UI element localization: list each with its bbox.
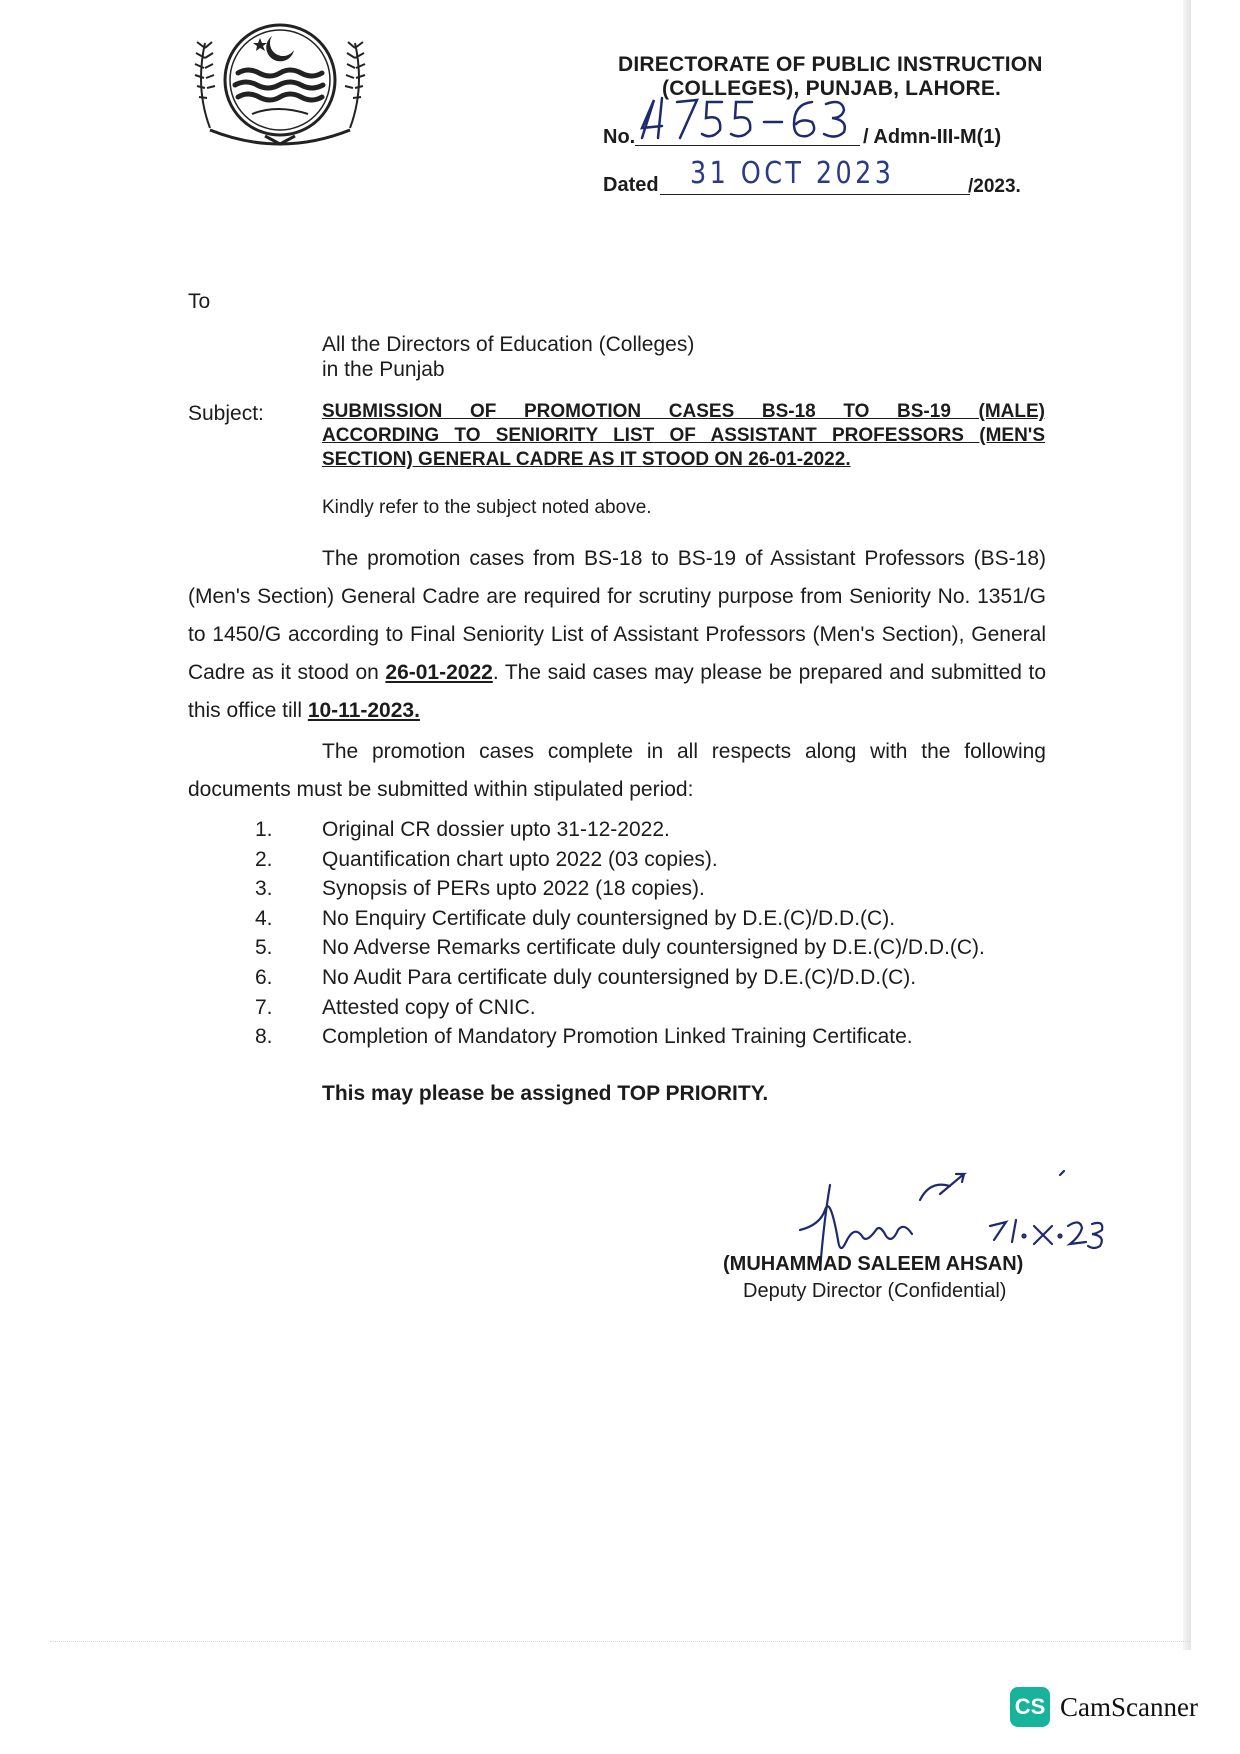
list-item-number: 3. [255, 877, 273, 901]
dated-label: Dated [603, 174, 659, 196]
list-item [255, 874, 1055, 904]
list-item-text: No Audit Para certificate duly countersigned by D.E.(C)/D.D.(C). [322, 965, 917, 989]
subject-line1: SUBMISSION OF PROMOTION CASES BS-18 TO BS-19 (MALE) [322, 401, 1045, 422]
to-label: To [188, 290, 211, 313]
list-item [255, 1022, 1055, 1052]
list-item [255, 815, 1055, 845]
list-item-text: Original CR dossier upto 31-12-2022. [322, 818, 670, 841]
camscanner-watermark [1010, 1685, 1198, 1729]
para2-text: The promotion cases complete in all respects along with the following documents must be submitted within stipulated period: [188, 740, 1046, 801]
subject-line3: SECTION) GENERAL CADRE AS IT STOOD ON 26-01-2022. [322, 449, 851, 470]
signatory-title: Deputy Director (Confidential) [743, 1280, 1007, 1302]
list-item-text: Synopsis of PERs upto 2022 (18 copies). [322, 877, 705, 901]
scan-edge-shadow [1183, 0, 1191, 1650]
subject-text [322, 400, 1045, 472]
priority-note: This may please be assigned TOP PRIORITY. [322, 1082, 769, 1105]
reference-number-handwritten [632, 88, 862, 148]
list-item-text: No Enquiry Certificate duly countersigned by D.E.(C)/D.D.(C). [322, 906, 896, 930]
paragraph-documents-intro [188, 733, 1046, 809]
list-item-text: No Adverse Remarks certificate duly countersigned by D.E.(C)/D.D.(C). [322, 936, 985, 960]
addressee-line1: All the Directors of Education (Colleges) [322, 333, 695, 356]
camscanner-brand-text: CamScanner [1060, 1691, 1198, 1722]
subject-line2: ACCORDING TO SENIORITY LIST OF ASSISTANT PROFESSORS (MEN'S [322, 425, 1045, 446]
para1-text-b: . The said cases may please be prepared and submitted to this office till [188, 661, 1046, 722]
subject-label: Subject: [188, 402, 264, 425]
punjab-government-emblem-icon [180, 18, 380, 153]
required-documents-list [255, 815, 1055, 1052]
list-item-text: Quantification chart upto 2022 (03 copies). [322, 847, 718, 871]
list-item-number: 8. [255, 1025, 273, 1049]
reference-number-label: No. [603, 126, 636, 148]
list-item [255, 963, 1055, 993]
paragraph-promotion-cases [188, 540, 1046, 730]
signatory-name: (MUHAMMAD SALEEM AHSAN) [723, 1253, 1024, 1275]
list-item [255, 845, 1055, 875]
list-item [255, 904, 1055, 934]
list-item-text: Attested copy of CNIC. [322, 995, 536, 1019]
office-name-line2: (COLLEGES), PUNJAB, LAHORE. [662, 77, 1002, 100]
deadline-date: 10-11-2023. [307, 699, 420, 722]
addressee-line2: in the Punjab [322, 358, 445, 381]
list-item [255, 993, 1055, 1023]
office-name-line1: DIRECTORATE OF PUBLIC INSTRUCTION [618, 53, 1043, 76]
list-item-number: 1. [255, 818, 273, 841]
list-item-number: 5. [255, 936, 273, 960]
camscanner-logo-icon: CS [1010, 1687, 1050, 1727]
list-item [255, 933, 1055, 963]
list-item-number: 6. [255, 965, 273, 989]
list-item-number: 7. [255, 995, 273, 1019]
list-item-number: 4. [255, 906, 273, 930]
para1-text-a: The promotion cases from BS-18 to BS-19 of Assistant Professors (BS-18) (Men's Section) General Cadre are required for scrutiny purpose from Seniority No. 1351/G to 1450/G according to Final Seniority List of Assistant Professors (Men's Section), General Cadre as it stood on [188, 547, 1046, 684]
reference-sentence: Kindly refer to the subject noted above. [322, 497, 652, 518]
dated-rule [660, 194, 970, 195]
list-item-number: 2. [255, 847, 273, 871]
list-item-text: Completion of Mandatory Promotion Linked Training Certificate. [322, 1025, 913, 1049]
reference-number-suffix: / Admn-III-M(1) [863, 126, 1002, 148]
date-stamp: 31 OCT 2023 [690, 156, 895, 191]
seniority-date: 26-01-2022 [385, 661, 493, 684]
scan-page-edge [50, 1640, 1190, 1642]
dated-year-suffix: /2023. [968, 176, 1021, 197]
